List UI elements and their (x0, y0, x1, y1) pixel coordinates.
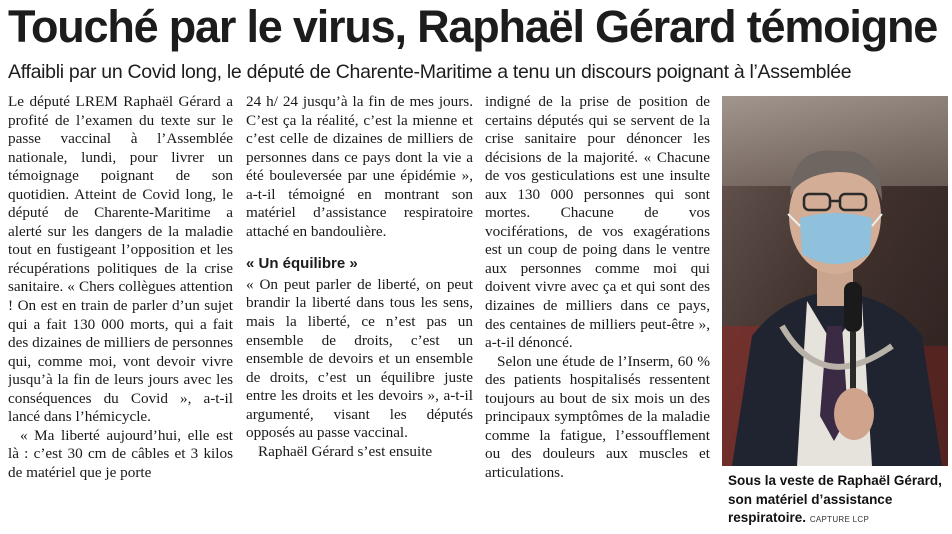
photo-illustration (722, 96, 948, 466)
paragraph: Le député LREM Raphaël Gérard a profité de l’examen du texte sur le passe vaccinal à l’Assemblée nationale, lundi, pour livrer un témoignage poignant de son quotidien. Atteint de Covid long, le député de Charente-Maritime a alerté sur les dangers de la maladie tout en fustigeant l’opposition et les récupérations politiques de la crise sanitaire. « Chers collègues attention ! On est en train de parler d’un sujet qui a fait 130 000 morts, qui a fait des dizaines de milliers de personnes qui, comme moi, vont devoir vivre jusqu’à la fin de leurs jours avec les conséquences du Covid », a-t-il lancé dans l’hémicycle. (8, 93, 233, 426)
article-column-2 (246, 93, 473, 531)
article-column-1 (8, 93, 233, 531)
paragraph: « On peut parler de liberté, on peut brandir la liberté dans tous les sens, mais la liberté, ce n’est pas un ensemble de droits, c’est un ensemble de devoirs et un ensemble de droits, c’est un équilibre juste entre les droits et les devoirs », a-t-il argumenté, visant les députés opposés au passe vaccinal. (246, 275, 473, 442)
caption-text: Sous la veste de Raphaël Gérard, son matériel d’assistance respiratoire. (728, 473, 942, 525)
paragraph: 24 h/ 24 jusqu’à la fin de mes jours. C’est ça la réalité, c’est la mienne et c’est celle de dizaines de milliers de personnes dans ce pays dont la vie a été bouleversée par une épidémie », a-t-il témoigné en montrant son matériel d’assistance respiratoire attaché en bandoulière. (246, 93, 473, 240)
subheadline: Affaibli par un Covid long, le député de Charente-Maritime a tenu un discours poignant à l’Assemblée (8, 61, 852, 83)
paragraph: indigné de la prise de position de certains députés qui se servent de la crise sanitaire pour dénoncer les décisions de la majorité. « Chacune de vos gesticulations est une insulte aux 130 000 personnes qui sont mortes. Chacune de vos vociférations, de vos exagérations est un coup de poing dans le ventre aux personnes comme moi qui doivent vivre avec ça et qui sont des dizaines de milliers dans ce pays, des centaines de milliers peut-être », a-t-il dénoncé. (485, 93, 710, 352)
intertitle: « Un équilibre » (246, 255, 358, 273)
article-column-3 (485, 93, 710, 531)
photo-caption (728, 472, 946, 530)
paragraph: Selon une étude de l’Inserm, 60 % des patients hospitalisés ressentent toujours au bout de six mois un des principaux symptômes de la maladie comme la fatigue, l’essoufflement ou des douleurs aux muscles et articulations. (485, 352, 710, 481)
headline: Touché par le virus, Raphaël Gérard témoigne (8, 1, 938, 52)
paragraph: Raphaël Gérard s’est ensuite (258, 442, 433, 460)
paragraph: « Ma liberté aujourd’hui, elle est là : c’est 30 cm de câbles et 3 kilos de matériel que je porte (8, 426, 233, 481)
article-photo (722, 96, 948, 466)
photo-credit: CAPTURE LCP (809, 515, 870, 524)
